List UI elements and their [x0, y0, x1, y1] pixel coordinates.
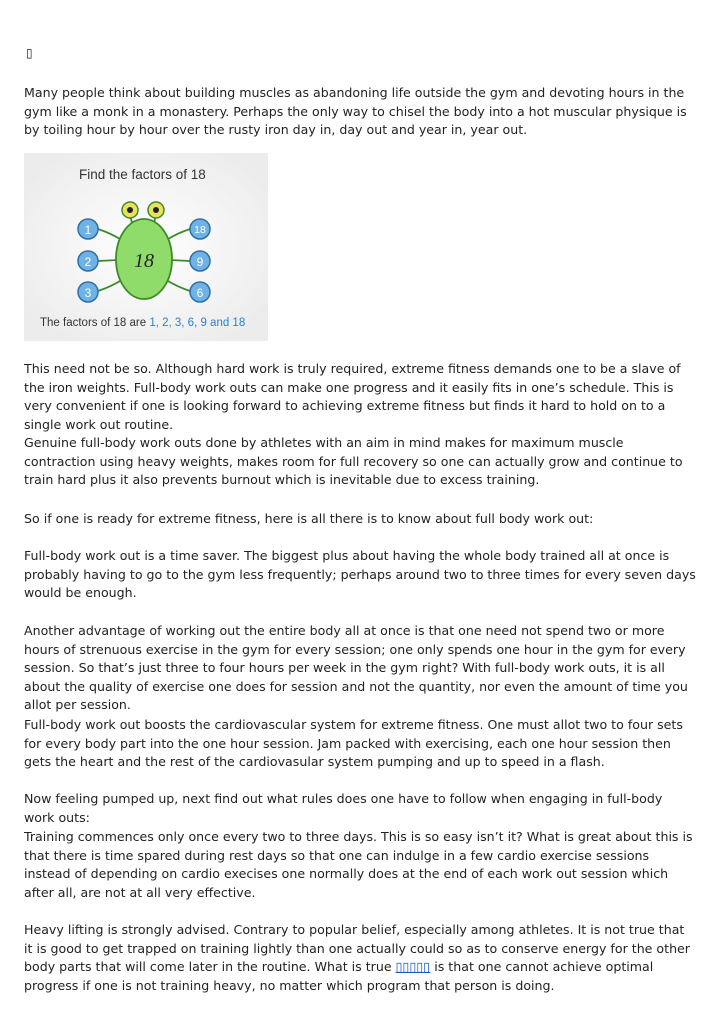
inline-link[interactable]: ▯▯▯▯▯: [395, 959, 431, 975]
left-factors: [78, 219, 98, 302]
paragraph-5: Full-body work out is a time saver. The biggest plus about having the whole body trained all at once is probably having to go to the gym less frequently; perhaps around two to three times for every seven days would be enough.: [24, 548, 696, 601]
figure-title: Find the factors of 18: [79, 167, 206, 182]
factor-right-2: 9: [196, 255, 204, 269]
paragraph-7: Full-body work out boosts the cardiovascular system for extreme fitness. One must allot two to four sets for every body part into the one hour session. Jam packed with exercising, each one hour session then gets the heart and the rest of the cardiovasular system pumping and up to speed in a flash.: [24, 717, 683, 770]
creature-label: 18: [134, 250, 154, 272]
figure-caption-values: 1, 2, 3, 6, 9 and 18: [149, 317, 246, 329]
missing-glyph-icon: ▯: [26, 46, 33, 60]
paragraph-9: Training commences only once every two to three days. This is so easy isn’t it? What is great about this is that there is time spared during rest days so that one can indulge in a few cardio exercise sessions instead of depending on cardio execises one normally does at the end of each work out session which after all, are not at all very effective.: [24, 829, 693, 900]
paragraph-2: This need not be so. Although hard work is truly required, extreme fitness demands one to be a slave of the iron weights. Full-body work outs can make one progress and it easily fits in one’s schedule. This is very convenient if one is looking forward to achieving extreme fitness but finds it hard to hold on to a single work out routine.: [24, 361, 681, 432]
paragraph-1: Many people think about building muscles as abandoning life outside the gym and devoting hours in the gym like a monk in a monastery. Perhaps the only way to chisel the body into a hot muscular physique is by toiling hour by hour over the rusty iron day in, day out and year in, year out.: [24, 85, 687, 138]
paragraph-10-end: is that one cannot achieve optimal progress if one is not training heavy, no matter which program that person is doing.: [24, 959, 654, 993]
factor-left-2: 2: [84, 255, 92, 269]
figure-caption-prefix: The factors of 18 are: [40, 317, 150, 329]
factors-figure: [24, 153, 268, 341]
right-factors: [190, 219, 210, 302]
paragraph-3: Genuine full-body work outs done by athletes with an aim in mind makes for maximum muscle contraction using heavy weights, makes room for full recovery so one can actually grow and continue to train hard plus it also prevents burnout which is inevitable due to excess training.: [24, 435, 683, 488]
factor-right-3: 6: [196, 286, 204, 300]
factor-left-3: 3: [84, 286, 92, 300]
paragraph-8: Now feeling pumped up, next find out what rules does one have to follow when engaging in full-body work outs:: [24, 791, 663, 825]
figure-caption: [40, 317, 245, 329]
paragraph-10-start: Heavy lifting is strongly advised. Contrary to popular belief, especially among athletes. It is not true that it is good to get trapped on training lightly than one actually could so as to conserve energy for the other body parts that will come later in the routine. What is true: [24, 922, 690, 975]
paragraph-4: So if one is ready for extreme fitness, here is all there is to know about full body work out:: [24, 511, 594, 526]
factor-left-1: 1: [84, 223, 92, 237]
paragraph-10: [24, 921, 696, 995]
factor-right-1: 18: [194, 224, 206, 236]
paragraph-6: Another advantage of working out the entire body all at once is that one need not spend two or more hours of strenuous exercise in the gym for every session; one only spends one hour in the gym for every session. So that’s just three to four hours per week in the gym right? With full-body work outs, it is all about the quality of exercise one does for session and not the quantity, nor even the amount of time you allot per session.: [24, 623, 688, 713]
